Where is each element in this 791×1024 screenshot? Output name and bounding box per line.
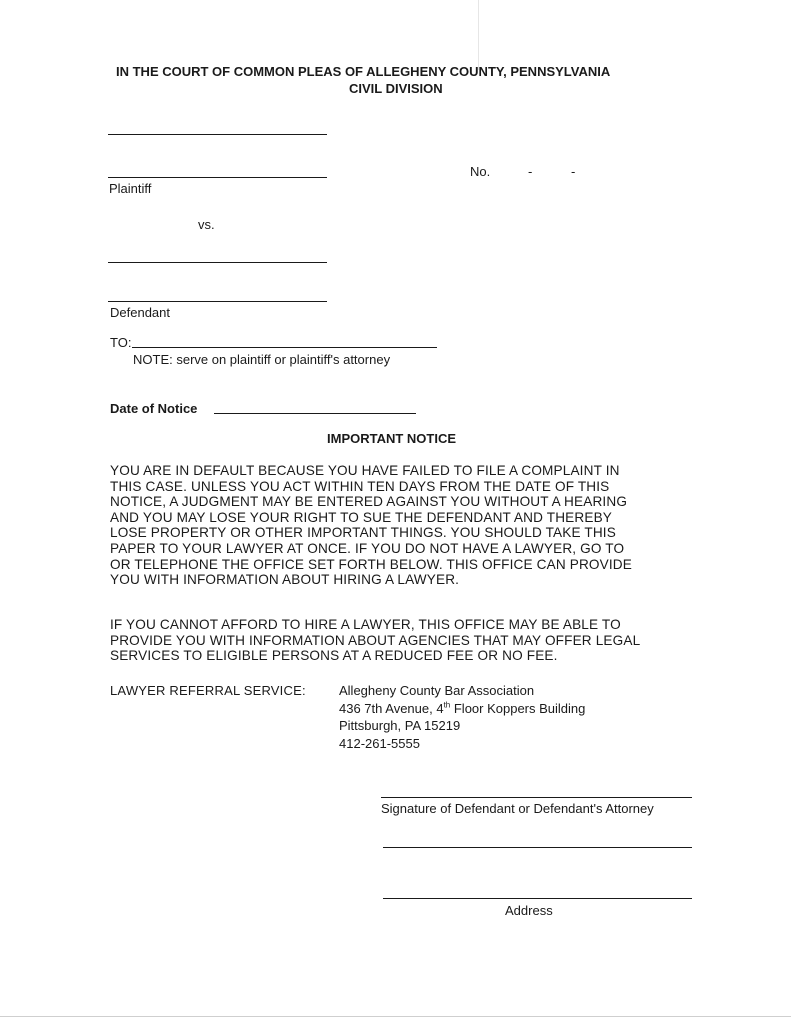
plaintiff-line-1[interactable] <box>108 134 327 135</box>
plaintiff-label: Plaintiff <box>109 181 152 196</box>
scan-artifact-bottom <box>0 1016 791 1017</box>
notice-line: NOTICE, A JUDGMENT MAY BE ENTERED AGAINST YOU WITHOUT A HEARING <box>110 494 628 510</box>
case-no-label: No. <box>470 164 491 179</box>
signature-label: Signature of Defendant or Defendant's Attorney <box>381 801 654 816</box>
notice-line: SERVICES TO ELIGIBLE PERSONS AT A REDUCED FEE OR NO FEE. <box>110 648 558 664</box>
case-no-separator-2: - <box>571 164 576 179</box>
versus-label: vs. <box>198 217 215 232</box>
case-no-separator-1: - <box>528 164 533 179</box>
notice-line: YOU WITH INFORMATION ABOUT HIRING A LAWYER. <box>110 572 460 588</box>
notice-line: PAPER TO YOUR LAWYER AT ONCE. IF YOU DO NOT HAVE A LAWYER, GO TO <box>110 540 625 556</box>
date-of-notice-label: Date of Notice <box>110 401 198 416</box>
scan-artifact-vertical <box>478 0 479 70</box>
court-heading: IN THE COURT OF COMMON PLEAS OF ALLEGHENY COUNTY, PENNSYLVANIA <box>116 64 611 79</box>
to-line[interactable] <box>132 347 437 348</box>
referral-address-post: Floor Koppers Building <box>450 701 586 716</box>
notice-paragraph-2 <box>110 617 640 664</box>
referral-address-sup: th <box>443 700 451 710</box>
notice-line: YOU ARE IN DEFAULT BECAUSE YOU HAVE FAILED TO FILE A COMPLAINT IN <box>110 463 620 478</box>
referral-label: LAWYER REFERRAL SERVICE: <box>110 683 306 698</box>
defendant-line-1[interactable] <box>108 262 327 263</box>
referral-org: Allegheny County Bar Association <box>339 683 535 698</box>
notice-paragraph-1 <box>110 463 632 588</box>
referral-city: Pittsburgh, PA 15219 <box>339 718 461 733</box>
plaintiff-line-2[interactable] <box>108 177 327 178</box>
defendant-line-2[interactable] <box>108 301 327 302</box>
address-line-2[interactable] <box>383 898 692 899</box>
division-heading: CIVIL DIVISION <box>349 81 443 96</box>
referral-phone: 412-261-5555 <box>339 736 420 751</box>
notice-title: IMPORTANT NOTICE <box>327 431 457 446</box>
notice-line: LOSE PROPERTY OR OTHER IMPORTANT THINGS. YOU SHOULD TAKE THIS <box>110 525 616 541</box>
address-label: Address <box>505 903 553 918</box>
address-line-1[interactable] <box>383 847 692 848</box>
signature-line[interactable] <box>381 797 692 798</box>
to-label: TO: <box>110 335 132 350</box>
notice-line: AND YOU MAY LOSE YOUR RIGHT TO SUE THE DEFENDANT AND THEREBY <box>110 509 613 525</box>
date-of-notice-line[interactable] <box>214 413 416 414</box>
notice-line: IF YOU CANNOT AFFORD TO HIRE A LAWYER, THIS OFFICE MAY BE ABLE TO <box>110 617 621 632</box>
notice-line: PROVIDE YOU WITH INFORMATION ABOUT AGENCIES THAT MAY OFFER LEGAL <box>110 632 641 648</box>
notice-line: THIS CASE. UNLESS YOU ACT WITHIN TEN DAYS FROM THE DATE OF THIS <box>110 478 610 494</box>
notice-line: OR TELEPHONE THE OFFICE SET FORTH BELOW. THIS OFFICE CAN PROVIDE <box>110 556 632 572</box>
referral-address <box>339 701 585 716</box>
service-note: NOTE: serve on plaintiff or plaintiff's attorney <box>133 352 391 367</box>
defendant-label: Defendant <box>110 305 170 320</box>
referral-address-pre: 436 7th Avenue, 4 <box>339 701 444 716</box>
